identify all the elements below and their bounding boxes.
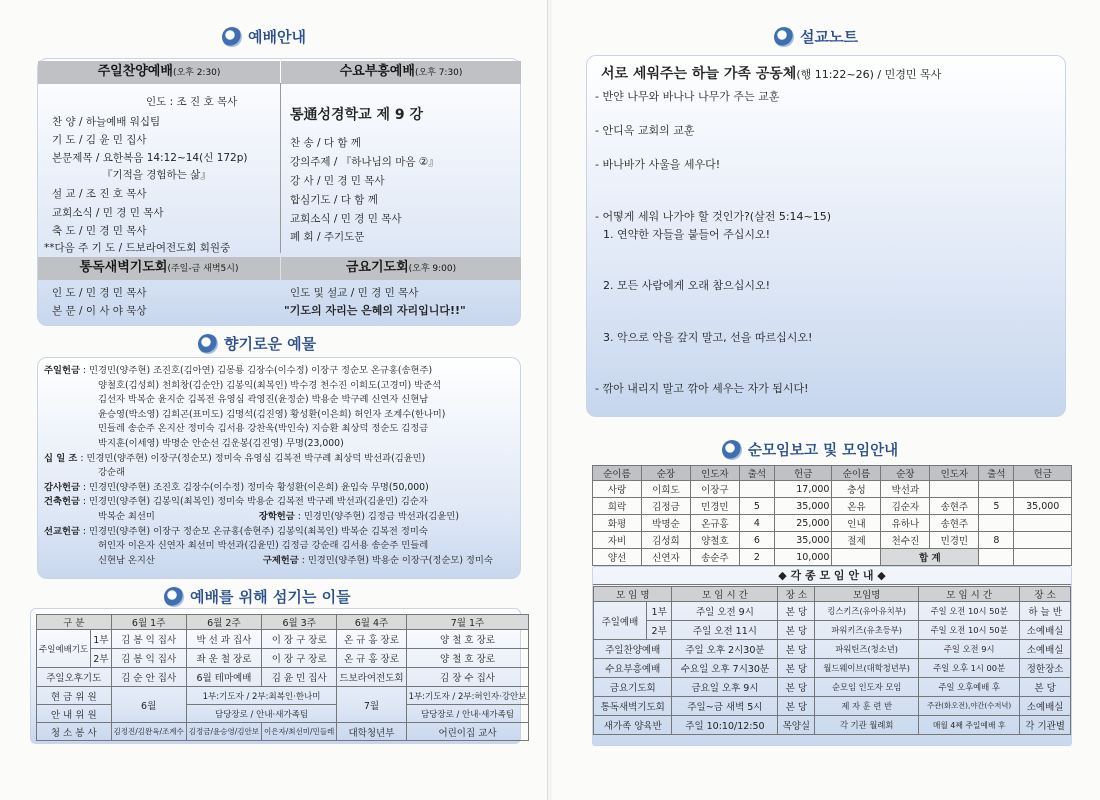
cell-value — [739, 481, 774, 498]
meetings-cell: 주일 오전 9시 — [672, 602, 778, 621]
cell-value: 35,000 — [774, 498, 832, 515]
cell-value: 6 — [739, 532, 774, 549]
fri-time: (오후 9:00) — [408, 264, 457, 274]
offering-row — [44, 466, 518, 481]
meetings-cell: 주일 오후예배 후 — [919, 678, 1020, 697]
dawn-line: 인 도 / 민 경 민 목사 — [52, 287, 147, 299]
cell-value: 송현주 — [930, 498, 979, 515]
sermon-ref: (행 11:22~26) / 민경민 목사 — [796, 68, 942, 81]
cell-value: 8 — [979, 532, 1014, 549]
worship-card — [37, 58, 521, 326]
meetings-cell: 본 당 — [778, 659, 815, 678]
meetings-card — [592, 566, 1072, 746]
servers-header: 6월 1주 — [111, 615, 186, 630]
wed-line: 강 사 / 민 경 민 목사 — [290, 175, 385, 187]
server-cell: 양 철 호 장로 — [406, 649, 529, 668]
offering-row — [44, 422, 518, 437]
offering-names: 김선자 박복순 윤지순 김복전 유영심 곽영진(윤정순) 박용순 박구례 신연자 신현남 — [98, 394, 429, 406]
meetings-cell: 킹스키즈(유아유치부) — [815, 602, 919, 621]
offering-label: 주일헌금 — [44, 365, 80, 376]
cell-value: 김정금 — [641, 498, 690, 515]
offering-names: 윤승영(박소영) 김희곤(표미도) 김명석(김진영) 황성환(이은희) 허인자 조계수(한나미) — [98, 408, 446, 420]
cell-value — [832, 549, 881, 566]
meetings-cell: 목양실 — [778, 716, 815, 735]
cell-value: 화평 — [593, 515, 642, 532]
server-cell: 이 장 구 장로 — [262, 630, 337, 649]
church-logo-icon — [198, 334, 218, 354]
server-cell: 6월 테마예배 — [186, 668, 261, 687]
offering-card — [37, 357, 521, 579]
clean-cell: 대학청년부 — [337, 723, 406, 741]
meetings-cell: 본 당 — [778, 621, 815, 640]
sunday-line: 축 도 / 민 경 민 목사 — [52, 225, 147, 237]
meetings-title: ◆ 각 종 모 임 안 내 ◆ — [593, 567, 1071, 585]
meetings-cell: 주일 오후 1시 00분 — [919, 659, 1020, 678]
cell-value: 김성희 — [641, 532, 690, 549]
cell-value: 민경민 — [690, 498, 739, 515]
sermon-note: - 어떻게 세워 나가야 할 것인가?(살전 5:14~15) — [595, 210, 832, 223]
duty-cell: 담당장로 / 안내·새가족팀 — [406, 705, 529, 723]
offering-names: 허인자 이은자 신연자 최선미 박선과(김윤민) 김정금 강순래 김서용 송순주 민들레 — [98, 540, 429, 552]
meetings-cell: 본 당 — [778, 678, 815, 697]
clean-cell: 김정진/김완육/조계수 — [111, 723, 186, 741]
offering-row — [44, 452, 518, 467]
cell-value — [1014, 532, 1072, 549]
meetings-cell: 금요기도회 — [594, 678, 672, 697]
meetings-cell: 주일 오전 10시 50분 — [919, 602, 1020, 621]
church-logo-icon — [722, 440, 742, 460]
server-cell: 김 장 수 집사 — [406, 668, 529, 687]
offering-label: 건축헌금 — [44, 496, 80, 508]
cell-value: 민경민 — [930, 532, 979, 549]
offering-names: : 민경민(양주현) 이장구 정순모 온규홍(송현주) 김봉익(최복인) 박복순 김복전 정미숙 — [79, 525, 428, 537]
duty-month: 6월 — [111, 687, 186, 723]
cell-value: 충성 — [832, 481, 881, 498]
dawn-line: 본 문 / 이 사 야 묵상 — [52, 305, 147, 317]
cell-value: 합 계 — [881, 549, 979, 566]
sermon-note: 2. 모든 사람에게 오래 참으십시오! — [603, 279, 771, 292]
offering-row — [44, 364, 518, 379]
wed-line: 폐 회 / 주기도문 — [290, 231, 365, 243]
meetings-cell: 주일 오후 2시30분 — [672, 640, 778, 659]
cell-value: 신연자 — [641, 549, 690, 566]
offering-names: : 민경민(양주현) 박용순 이장구(정순모) 정미숙 — [298, 554, 493, 566]
server-cell: 좌 운 철 장로 — [186, 649, 261, 668]
cell-header: 순장 — [881, 466, 930, 481]
offering-names: 강순래 — [98, 467, 125, 479]
servers-section-title — [164, 586, 351, 607]
servers-header: 6월 2주 — [186, 615, 261, 630]
cell-value: 박명순 — [641, 515, 690, 532]
cell-value: 25,000 — [774, 515, 832, 532]
sunday-line: 기 도 / 김 윤 민 집사 — [52, 134, 147, 146]
cell-value: 17,000 — [774, 481, 832, 498]
sermon-section-title — [774, 26, 858, 47]
offering-names: 신현남 온지산 — [98, 554, 155, 566]
clean-cell: 어린이집 교사 — [406, 723, 529, 741]
meetings-cell: 수요일 오후 7시30분 — [672, 659, 778, 678]
cell-value: 35,000 — [1014, 498, 1072, 515]
sunday-line: **다음 주 기 도 / 드보라여전도회 회원중 — [44, 242, 231, 254]
friday-prayer-header — [281, 257, 521, 280]
server-cell: 김 봉 익 집사 — [111, 649, 186, 668]
wed-head: 수요부흥예배 — [339, 64, 415, 79]
offering-row — [44, 510, 518, 525]
servers-header: 6월 3주 — [262, 615, 337, 630]
cell-header: 인도자 — [690, 466, 739, 481]
offering-label: 선교헌금 — [44, 525, 80, 537]
meetings-cell: 통독새벽기도회 — [594, 697, 672, 716]
meetings-cell: 소예배실 — [1020, 640, 1071, 659]
meetings-cell: 소예배실 — [1020, 697, 1071, 716]
sunday-time: (오후 2:30) — [172, 68, 221, 78]
wed-line: 찬 송 / 다 함 께 — [290, 137, 361, 149]
servers-table — [36, 614, 529, 741]
cell-value: 온유 — [832, 498, 881, 515]
church-logo-icon — [222, 27, 242, 47]
fri-head: 금요기도회 — [345, 260, 409, 275]
cell-report-table — [592, 465, 1072, 566]
wednesday-worship-header — [281, 61, 521, 84]
offering-title-text: 향기로운 예물 — [224, 335, 317, 353]
cell-value: 온규홍 — [690, 515, 739, 532]
server-cell: 온 규 홍 장로 — [337, 649, 406, 668]
wed-line: 강의주제 / 『하나님의 마음 ②』 — [290, 156, 439, 168]
server-row-label: 주일예배기도 — [37, 630, 91, 668]
cell-value: 희락 — [593, 498, 642, 515]
cell-value: 이희도 — [641, 481, 690, 498]
meetings-cell: 본 당 — [778, 602, 815, 621]
offering-row — [44, 408, 518, 423]
cell-value: 4 — [739, 515, 774, 532]
meetings-cell: 본 당 — [778, 640, 815, 659]
meetings-header: 모임명 — [815, 587, 919, 602]
meetings-cell: 하 늘 반 — [1020, 602, 1071, 621]
offering-names: : 민경민(양주현) 김봉익(최복인) 정미숙 박용순 김복전 박구례 박선과(김윤민) 김순자 — [79, 496, 428, 508]
clean-cell: 김정금/윤승영/김안보 — [186, 723, 261, 741]
server-cell: 김 봉 익 집사 — [111, 630, 186, 649]
server-cell: 김 순 안 집사 — [111, 668, 186, 687]
server-cell: 박 선 과 집사 — [186, 630, 261, 649]
cell-header: 출석 — [979, 466, 1014, 481]
meetings-cell: 본 당 — [778, 697, 815, 716]
offering-row — [44, 437, 518, 452]
meetings-header: 모 임 시 간 — [919, 587, 1020, 602]
offering-row — [44, 525, 518, 540]
wed-time: (오후 7:30) — [414, 68, 463, 78]
cell-value: 5 — [979, 498, 1014, 515]
offering-names: 양철호(김성희) 천희창(김순안) 김봉익(최복인) 박수경 천수진 이희도(고경미) 박준석 — [98, 379, 442, 391]
cell-value — [1014, 549, 1072, 566]
dawn-time: (주일-금 새벽5시) — [167, 264, 239, 274]
server-cell: 양 철 호 장로 — [406, 630, 529, 649]
cell-value — [1014, 515, 1072, 532]
offering-names: : 민경민(양주현) 조진호(김아연) 김몽룡 김장수(이수정) 이장구 정순모 온규홍(송현주) — [79, 365, 433, 376]
duty-cell: 1부:기도자 / 2부:최복인·한나미 — [186, 687, 337, 705]
meetings-cell: 1부 — [646, 602, 672, 621]
offering-names: : 민경민(양주현) 김정금 박선과(김윤민) — [294, 510, 459, 522]
sermon-note: - 깎아 내리지 말고 깎아 세우는 자가 됩시다! — [595, 382, 809, 395]
meetings-header: 모 임 시 간 — [672, 587, 778, 602]
meetings-cell: 주관(화오전),야간(수저녁) — [919, 697, 1020, 716]
offering-names: : 민경민(양주현) 조진호 김장수(이수정) 정미숙 황성환(이은희) 윤임숙 무명(50,000) — [79, 481, 429, 493]
fri-line: 인도 및 설교 / 민 경 민 목사 — [290, 287, 419, 299]
server-cell: 드보라여전도회 — [337, 668, 406, 687]
offering-row — [44, 379, 518, 394]
right-page — [552, 0, 1100, 800]
sermon-note: - 반얀 나무와 바나나 나무가 주는 교훈 — [595, 90, 780, 103]
worship-section-title — [222, 26, 306, 47]
sunday-worship-header — [38, 61, 280, 84]
cell-header: 헌금 — [1014, 466, 1072, 481]
sunday-line: 찬 양 / 하늘예배 워십팀 — [52, 116, 161, 128]
offering-names: 민들레 송순주 온지산 정미숙 김서용 강찬욱(박인숙) 지승환 최상덕 정순도 김정금 — [98, 423, 429, 435]
servers-card — [30, 608, 527, 744]
dawn-prayer-header — [38, 257, 280, 280]
sermon-title-text: 설교노트 — [800, 28, 858, 46]
meetings-cell: 주일 오전 10시 50분 — [919, 621, 1020, 640]
cell-value: 김순자 — [881, 498, 930, 515]
offering-section-title — [198, 333, 316, 354]
offering-label: 장학헌금 — [258, 510, 295, 522]
meetings-cell: 주일예배 — [594, 602, 647, 640]
server-cell: 온 규 홍 장로 — [337, 630, 406, 649]
offering-list — [44, 364, 518, 568]
duty-cell: 담당장로 / 안내·새가족팀 — [186, 705, 337, 723]
wed-line: 교회소식 / 민 경 민 목사 — [290, 213, 402, 225]
cell-title-text: 순모임보고 및 모임안내 — [748, 443, 899, 459]
sunday-line: 인도 : 조 진 호 목사 — [146, 96, 238, 108]
meetings-cell: 제 자 훈 련 반 — [815, 697, 919, 716]
sermon-note: 3. 악으로 악을 갚지 말고, 선을 따르십시오! — [603, 331, 813, 344]
server-row-label: 주일오후기도 — [37, 668, 112, 687]
cell-value: 절제 — [832, 532, 881, 549]
meetings-header: 장 소 — [1020, 587, 1071, 602]
meetings-cell: 주일 오전 9시 — [919, 640, 1020, 659]
cell-header: 순이름 — [593, 466, 642, 481]
sermon-heading: 서로 세워주는 하늘 가족 공동체 — [601, 66, 797, 82]
sunday-line: 설 교 / 조 진 호 목사 — [52, 188, 147, 200]
cell-value: 송순주 — [690, 549, 739, 566]
meetings-cell: 주일 오전 11시 — [672, 621, 778, 640]
cell-value: 양철호 — [690, 532, 739, 549]
offering-row — [44, 539, 518, 554]
cell-value: 박선과 — [881, 481, 930, 498]
cell-header: 인도자 — [930, 466, 979, 481]
servers-header: 6월 4주 — [337, 615, 406, 630]
cell-section-title — [722, 439, 898, 460]
meetings-cell: 매월 4째 주일예배 후 — [919, 716, 1020, 735]
fri-line: "기도의 자리는 은혜의 자리입니다!!" — [284, 304, 466, 317]
server-row-sub: 2부 — [91, 649, 111, 668]
sunday-line: 본문제목 / 요한복음 14:12~14(신 172p) — [52, 152, 248, 164]
cell-header: 순이름 — [832, 466, 881, 481]
servers-header: 구 분 — [37, 615, 112, 630]
church-logo-icon — [774, 27, 794, 47]
cell-value: 5 — [739, 498, 774, 515]
duty-label: 안 내 위 원 — [37, 705, 112, 723]
sermon-note: - 안디옥 교회의 교훈 — [595, 124, 695, 137]
sermon-heading-line — [601, 63, 941, 83]
clean-label: 청 소 봉 사 — [37, 723, 112, 741]
clean-cell: 이은자/최선미/민들레 — [262, 723, 337, 741]
cell-value — [979, 515, 1014, 532]
offering-row — [44, 495, 518, 510]
sermon-note: 1. 연약한 자들을 붙들어 주십시오! — [603, 228, 771, 241]
server-cell: 김 윤 민 집사 — [262, 668, 337, 687]
server-row-sub: 1부 — [91, 630, 111, 649]
meetings-cell: 주일~금 새벽 5시 — [672, 697, 778, 716]
cell-header: 출석 — [739, 466, 774, 481]
sermon-card — [586, 55, 1066, 417]
offering-label: 감사헌금 — [44, 481, 80, 493]
cell-value — [1014, 481, 1072, 498]
church-logo-icon — [164, 587, 184, 607]
servers-title-text: 예배를 위해 섬기는 이들 — [190, 588, 351, 606]
servers-header: 7월 1주 — [406, 615, 529, 630]
cell-value: 송현주 — [930, 515, 979, 532]
meetings-cell: 각 기관 월례회 — [815, 716, 919, 735]
cell-value: 인내 — [832, 515, 881, 532]
sunday-head: 주일찬양예배 — [97, 64, 173, 79]
meetings-header: 모 임 명 — [594, 587, 672, 602]
cell-value: 10,000 — [774, 549, 832, 566]
cell-value: 2 — [739, 549, 774, 566]
duty-cell: 1부:기도자 / 2부:허인자·강안보 — [406, 687, 529, 705]
meetings-header: 장 소 — [778, 587, 815, 602]
meetings-cell: 2부 — [646, 621, 672, 640]
meetings-cell: 파워틴즈(청소년) — [815, 640, 919, 659]
meetings-cell: 정한장소 — [1020, 659, 1071, 678]
worship-title-text: 예배안내 — [248, 28, 306, 46]
cell-value: 사랑 — [593, 481, 642, 498]
wed-line: 합심기도 / 다 함 께 — [290, 194, 378, 206]
offering-label: 구제헌금 — [262, 554, 299, 566]
cell-value: 양선 — [593, 549, 642, 566]
offering-names: 박지훈(이세영) 박명순 안순선 김운봉(김진영) 무명(23,000) — [98, 437, 344, 449]
meetings-cell: 금요일 오후 9시 — [672, 678, 778, 697]
cell-header: 순장 — [641, 466, 690, 481]
meetings-cell: 소예배실 — [1020, 621, 1071, 640]
meetings-table — [593, 586, 1071, 735]
cell-value: 천수진 — [881, 532, 930, 549]
duty-month: 7월 — [337, 687, 406, 723]
server-cell: 이 장 구 장로 — [262, 649, 337, 668]
cell-value: 자비 — [593, 532, 642, 549]
meetings-cell: 파워키즈(유초등부) — [815, 621, 919, 640]
offering-row — [44, 481, 518, 496]
cell-value: 35,000 — [774, 532, 832, 549]
offering-row — [44, 554, 518, 569]
offering-names: 박복순 최선미 — [98, 510, 155, 522]
meetings-cell: 각 기관별 — [1020, 716, 1071, 735]
meetings-cell: 새가족 양육반 — [594, 716, 672, 735]
offering-row — [44, 393, 518, 408]
meetings-cell: 주일 10:10/12:50 — [672, 716, 778, 735]
bible-school-title: 통通성경학교 제 9 강 — [290, 107, 424, 123]
sermon-note: - 바나바가 사울을 세우다! — [595, 158, 721, 171]
sunday-line: 교회소식 / 민 경 민 목사 — [52, 207, 164, 219]
cell-value: 이장구 — [690, 481, 739, 498]
offering-names: : 민경민(양주현) 이장구(정순모) 정미숙 유영심 김복전 박구례 최상덕 박선과(김윤민) — [77, 452, 426, 464]
cell-header: 헌금 — [774, 466, 832, 481]
left-page — [0, 0, 548, 800]
sunday-line: 『기적을 경험하는 삶』 — [102, 169, 211, 181]
cell-value — [930, 481, 979, 498]
duty-label: 현 금 위 원 — [37, 687, 112, 705]
meetings-cell: 월드웨이브(대학청년부) — [815, 659, 919, 678]
cell-value — [979, 481, 1014, 498]
meetings-cell: 주일찬양예배 — [594, 640, 672, 659]
meetings-cell: 순모임 인도자 모임 — [815, 678, 919, 697]
cell-value — [979, 549, 1014, 566]
meetings-cell: 본 당 — [1020, 678, 1071, 697]
meetings-cell: 수요부흥예배 — [594, 659, 672, 678]
offering-label: 십 일 조 — [44, 452, 78, 464]
cell-value: 유하나 — [881, 515, 930, 532]
dawn-head: 통독새벽기도회 — [79, 260, 168, 275]
